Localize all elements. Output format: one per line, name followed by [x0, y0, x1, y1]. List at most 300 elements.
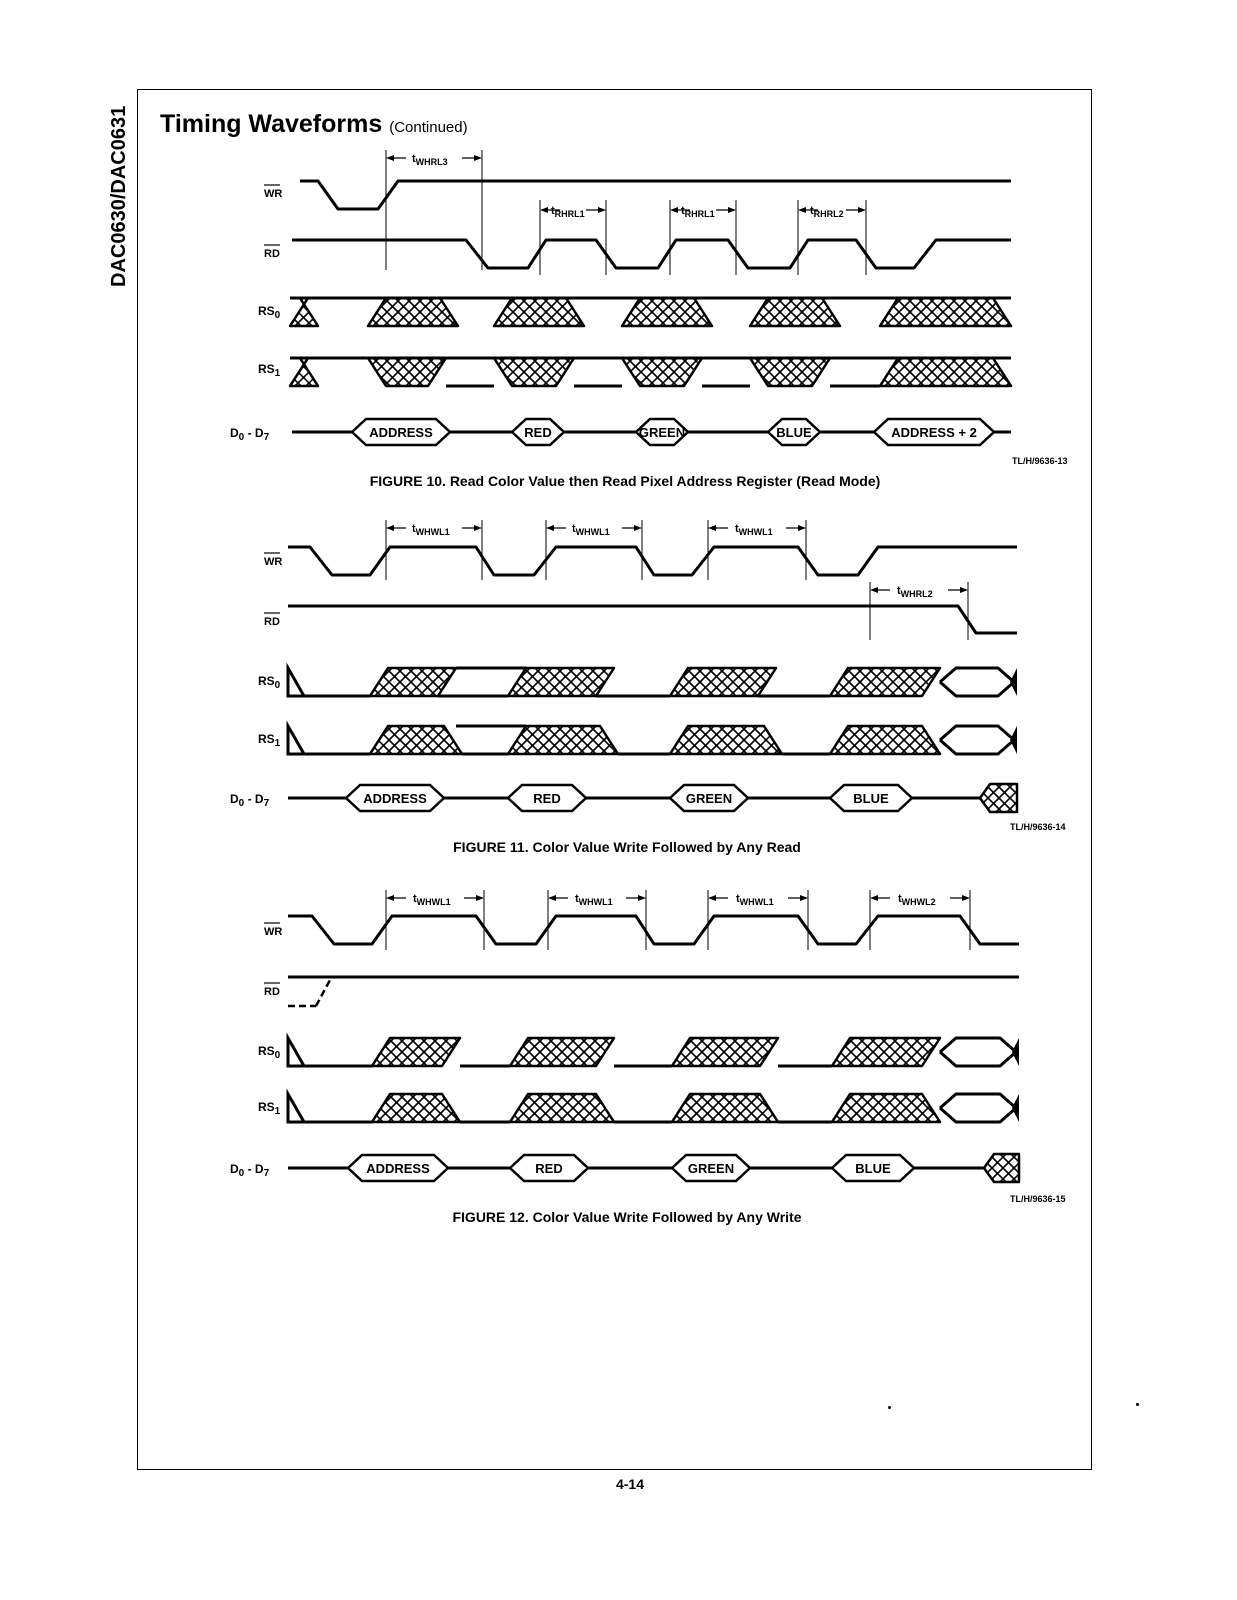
figure-10 — [230, 150, 1068, 489]
figure-caption: FIGURE 11. Color Value Write Followed by Any Read — [453, 839, 801, 855]
hatch — [342, 726, 370, 754]
hatch — [1017, 358, 1045, 386]
hatch — [466, 298, 494, 326]
timing-label-whwl1: $t_{WHWL1}$ — [575, 893, 613, 907]
arrowhead — [476, 895, 484, 901]
rs-transition — [342, 668, 502, 696]
hatch-lines — [480, 726, 673, 754]
hatch — [958, 1094, 986, 1122]
hatch — [737, 298, 765, 326]
hatch-lines — [344, 1038, 515, 1066]
hatch — [644, 1038, 672, 1066]
timing-whwl1 — [386, 890, 484, 950]
hatch — [482, 1038, 510, 1066]
hatch — [1028, 358, 1056, 386]
rs-transition — [480, 726, 673, 754]
signal-label-data: $D_0 - D_7$ — [230, 792, 270, 809]
hatch — [1018, 784, 1046, 812]
hatch — [813, 726, 841, 754]
hatch — [474, 726, 502, 754]
bus-value-address: ADDRESS — [369, 425, 433, 440]
hatch-lines — [644, 1038, 826, 1066]
rs-transition — [642, 668, 824, 696]
hatch — [461, 298, 489, 326]
hatch — [776, 1038, 804, 1066]
timing-rhrl2 — [798, 200, 866, 275]
arrowhead — [870, 587, 878, 593]
signal-label-wr: WR — [264, 926, 283, 938]
hatch-outline — [508, 726, 618, 754]
hatch — [854, 358, 882, 386]
arrowhead — [798, 525, 806, 531]
hatch — [821, 358, 849, 386]
hatch — [339, 298, 367, 326]
hatch — [843, 358, 871, 386]
rs-transition — [482, 1094, 664, 1122]
hatch — [466, 358, 494, 386]
hatch — [340, 358, 368, 386]
hatch — [609, 298, 637, 326]
arrowhead — [962, 895, 970, 901]
timing-label-whwl2: $t_{WHWL2}$ — [898, 893, 936, 907]
hatch — [722, 358, 750, 386]
rs-end — [940, 668, 1014, 696]
figure-ref: TL/H/9636-14 — [1010, 822, 1066, 832]
hatch — [491, 668, 519, 696]
hatch — [614, 1038, 642, 1066]
hatch — [587, 358, 615, 386]
hatch — [603, 1094, 631, 1122]
hatch — [317, 298, 345, 326]
hatch — [804, 1094, 832, 1122]
hatch — [487, 1038, 515, 1066]
hatch — [1028, 298, 1056, 326]
bus-value-address: ADDRESS — [363, 791, 427, 806]
side-title-text: DAC0630/DAC0631 — [108, 105, 130, 287]
hatch — [463, 726, 491, 754]
hatch — [625, 1038, 653, 1066]
hatch — [482, 1094, 510, 1122]
rs-transition — [594, 358, 754, 386]
hatch — [465, 1038, 493, 1066]
hatch — [644, 1094, 672, 1122]
hatch — [1039, 298, 1067, 326]
hatch — [1044, 1154, 1072, 1182]
rs-transition — [722, 358, 882, 386]
hatch — [461, 358, 489, 386]
hatch — [863, 298, 891, 326]
hatch — [1022, 1154, 1050, 1182]
hatch — [787, 1038, 815, 1066]
rs-transition — [594, 298, 765, 326]
hatch — [317, 358, 345, 386]
hatch-outline — [830, 668, 940, 696]
hatch — [852, 298, 880, 326]
hatch — [452, 726, 480, 754]
hatch-lines — [344, 1094, 515, 1122]
rs-end-cap — [1010, 726, 1017, 754]
arrowhead — [548, 895, 556, 901]
hatch — [609, 298, 637, 326]
hatch — [1040, 784, 1068, 812]
rs-transition — [644, 1094, 826, 1122]
hatch — [787, 1038, 815, 1066]
rs-end-cap — [1010, 668, 1017, 696]
hatch-lines — [804, 1094, 986, 1122]
hatch — [726, 358, 754, 386]
hatch-lines — [642, 726, 835, 754]
arrowhead — [386, 895, 394, 901]
hatch — [726, 298, 754, 326]
rs-transition — [802, 726, 995, 754]
hatch-outline — [494, 298, 584, 326]
hatch — [807, 726, 835, 754]
hatch — [480, 726, 508, 754]
hatch — [967, 668, 995, 696]
hatch — [1039, 298, 1067, 326]
hatch — [480, 726, 508, 754]
rs-transition — [466, 358, 626, 386]
bus-value-green: GREEN — [687, 1161, 735, 1176]
hatch — [642, 726, 670, 754]
rs-start — [288, 1094, 304, 1122]
bus-value-blue: BLUE — [776, 425, 812, 440]
hatch-lines — [852, 358, 1067, 386]
hatch — [655, 1038, 683, 1066]
hatch — [355, 1038, 383, 1066]
hatch — [342, 668, 370, 696]
hatch — [804, 1038, 832, 1066]
hatch-lines — [340, 358, 500, 386]
hatch-outline — [830, 726, 940, 754]
hatch — [491, 726, 519, 754]
hatch — [351, 358, 379, 386]
rd-trace — [292, 240, 1011, 268]
hatch — [463, 726, 491, 754]
hatch — [653, 726, 681, 754]
hatch — [1028, 298, 1056, 326]
hatch — [636, 1038, 664, 1066]
hatch — [614, 1038, 642, 1066]
signal-label-wr: WR — [264, 556, 283, 568]
hatch — [344, 1038, 372, 1066]
hatch — [317, 358, 345, 386]
hatch — [1006, 298, 1034, 326]
hatch — [351, 298, 379, 326]
timing-label-whwl1: $t_{WHWL1}$ — [572, 523, 610, 537]
hatch-lines — [644, 1094, 826, 1122]
hatch — [722, 358, 750, 386]
hatch — [636, 1094, 664, 1122]
hatch — [644, 1038, 672, 1066]
hatch — [726, 358, 754, 386]
rs-transition — [852, 298, 1067, 326]
figure-ref: TL/H/9636-15 — [1010, 1194, 1066, 1204]
hatch — [328, 298, 356, 326]
hatch — [776, 1038, 804, 1066]
hatch — [587, 298, 615, 326]
arrowhead — [798, 207, 806, 213]
arrowhead — [474, 525, 482, 531]
hatch — [328, 358, 356, 386]
timing-whwl2 — [870, 890, 970, 950]
hatch — [587, 358, 615, 386]
page-number: 4-14 — [615, 1476, 645, 1492]
signal-label-rd: RD — [264, 616, 280, 628]
arrowhead — [386, 155, 394, 161]
hatch — [565, 358, 593, 386]
rs-transition — [344, 1094, 515, 1122]
hatch-lines — [482, 1038, 664, 1066]
rs0-row — [262, 298, 1067, 326]
hatch — [485, 726, 513, 754]
hatch — [450, 358, 478, 386]
hatch — [645, 726, 673, 754]
timing-label-whwl1: $t_{WHWL1}$ — [412, 523, 450, 537]
hatch — [813, 668, 841, 696]
hatch — [802, 668, 830, 696]
hatch — [636, 1038, 664, 1066]
hatch — [798, 1094, 826, 1122]
rs-transition — [466, 298, 637, 326]
hatch — [956, 668, 984, 696]
hatch — [776, 1094, 804, 1122]
timing-label-rhrl1: $t_{RHRL1}$ — [681, 205, 715, 219]
data-bus — [292, 419, 1011, 445]
hatch-lines — [804, 1038, 986, 1066]
figure-caption: FIGURE 10. Read Color Value then Read Pixel Address Register (Read Mode) — [369, 473, 881, 489]
hatch — [958, 1094, 986, 1122]
hatch — [452, 668, 480, 696]
hatch — [482, 1038, 510, 1066]
wr-trace — [300, 181, 1011, 209]
signal-label-rd: RD — [264, 986, 280, 998]
hatch — [854, 298, 882, 326]
arrowhead — [728, 207, 736, 213]
rs-transition — [340, 298, 511, 326]
hatch-outline — [290, 298, 318, 326]
hatch — [644, 1094, 672, 1122]
rs-transition — [804, 1038, 986, 1066]
hatch — [623, 668, 651, 696]
hatch — [653, 668, 681, 696]
bus-value-red: RED — [524, 425, 552, 440]
hatch — [967, 726, 995, 754]
hatch-lines — [594, 298, 765, 326]
hatch — [802, 726, 830, 754]
hatch — [726, 298, 754, 326]
hatch — [476, 1038, 504, 1066]
hatch — [485, 726, 513, 754]
hatch — [340, 298, 368, 326]
hatch — [493, 1038, 521, 1066]
hatch — [715, 358, 743, 386]
hatch — [603, 1038, 631, 1066]
hatch — [476, 1094, 504, 1122]
hatch-lines — [852, 298, 1067, 326]
hatch — [1006, 358, 1034, 386]
hatch — [474, 668, 502, 696]
arrowhead — [540, 207, 548, 213]
arrowhead — [474, 155, 482, 161]
hatch — [1017, 298, 1045, 326]
hatch — [340, 358, 368, 386]
wr-trace — [288, 916, 1019, 944]
heading-subtitle: (Continued) — [389, 119, 468, 136]
hatch — [1039, 358, 1067, 386]
hatch — [339, 358, 367, 386]
arrowhead — [800, 895, 808, 901]
hatch — [480, 668, 508, 696]
hatch — [636, 1094, 664, 1122]
hatch — [785, 726, 813, 754]
rs-transition — [480, 668, 662, 696]
hatch — [854, 358, 882, 386]
hatch — [594, 358, 622, 386]
timing-label-whrl3: $t_{WHRL3}$ — [412, 153, 448, 167]
hatch — [476, 1038, 504, 1066]
hatch — [465, 1094, 493, 1122]
hatch — [598, 298, 626, 326]
hatch — [1018, 784, 1046, 812]
rs-transition — [344, 1038, 515, 1066]
hatch-outline — [368, 298, 458, 326]
rs-transition — [342, 726, 513, 754]
hatch — [737, 298, 765, 326]
bus-value-blue: BLUE — [853, 791, 889, 806]
figure-12 — [230, 890, 1072, 1225]
hatch — [1039, 358, 1067, 386]
wr-trace — [288, 547, 1017, 575]
rs-end — [940, 1094, 1016, 1122]
hatch — [925, 1038, 953, 1066]
hatch — [477, 358, 505, 386]
hatch — [461, 298, 489, 326]
hatch — [785, 668, 813, 696]
timing-label-rhrl1: $t_{RHRL1}$ — [551, 205, 585, 219]
hatch — [958, 1038, 986, 1066]
hatch — [634, 726, 662, 754]
hatch — [634, 668, 662, 696]
timing-label-rhrl2: $t_{RHRL2}$ — [810, 205, 844, 219]
signal-label-rd: RD — [264, 248, 280, 260]
hatch — [1006, 358, 1034, 386]
hatch — [634, 668, 662, 696]
hatch — [463, 668, 491, 696]
data-bus — [288, 785, 980, 811]
hatch — [353, 726, 381, 754]
hatch-lines — [802, 726, 995, 754]
arrowhead — [870, 895, 878, 901]
hatch — [480, 668, 508, 696]
timing-label-whwl1: $t_{WHWL1}$ — [413, 893, 451, 907]
hatch — [785, 668, 813, 696]
hatch — [843, 298, 871, 326]
hatch — [715, 358, 743, 386]
hatch — [1044, 1154, 1072, 1182]
hatch — [482, 1094, 510, 1122]
rs-end-cap — [1012, 1094, 1019, 1122]
arrowhead — [960, 587, 968, 593]
hatch — [452, 668, 480, 696]
hatch — [474, 726, 502, 754]
hatch — [852, 298, 880, 326]
rs-start — [288, 1038, 304, 1066]
figure-caption: FIGURE 12. Color Value Write Followed by Any Write — [452, 1209, 802, 1225]
hatch — [466, 358, 494, 386]
hatch — [815, 1038, 843, 1066]
hatch — [796, 668, 824, 696]
hatch — [774, 668, 802, 696]
stray-dot — [1136, 1403, 1139, 1406]
hatch-outline — [370, 726, 462, 754]
rs-end-cap — [1012, 1038, 1019, 1066]
hatch-lines — [342, 668, 502, 696]
rd-trace — [288, 606, 1017, 633]
arrowhead — [670, 207, 678, 213]
hatch — [854, 298, 882, 326]
hatch-outline — [290, 358, 318, 386]
hatch — [787, 1094, 815, 1122]
arrowhead — [598, 207, 606, 213]
hatch — [776, 1094, 804, 1122]
hatch — [344, 1094, 372, 1122]
hatch — [344, 1094, 372, 1122]
hatch — [715, 298, 743, 326]
hatch — [623, 668, 651, 696]
hatch — [722, 298, 750, 326]
rs1-row — [262, 358, 1067, 386]
hatch — [956, 726, 984, 754]
hatch — [733, 298, 761, 326]
hatch — [634, 726, 662, 754]
hatch — [339, 358, 367, 386]
rd-dashed-edge — [316, 980, 330, 1006]
arrowhead — [708, 525, 716, 531]
bus-value-blue: BLUE — [855, 1161, 891, 1176]
rs-transition — [852, 358, 1067, 386]
hatch — [605, 358, 633, 386]
hatch — [958, 1038, 986, 1066]
hatch — [843, 298, 871, 326]
hatch — [598, 358, 626, 386]
bus-value-address: ADDRESS — [366, 1161, 430, 1176]
hatch — [594, 358, 622, 386]
hatch — [1040, 784, 1068, 812]
hatch — [1028, 358, 1056, 386]
hatch-lines — [722, 358, 882, 386]
timing-rhrl1 — [670, 200, 736, 275]
hatch-lines — [802, 668, 995, 696]
hatch — [1033, 1154, 1061, 1182]
signal-label-data: $D_0 - D_7$ — [230, 426, 270, 443]
hatch — [1022, 1154, 1050, 1182]
timing-label-whrl2: $t_{WHRL2}$ — [897, 585, 933, 599]
hatch — [623, 726, 651, 754]
hatch — [576, 358, 604, 386]
hatch — [804, 1094, 832, 1122]
hatch — [967, 726, 995, 754]
timing-whwl1 — [708, 890, 808, 950]
timing-whrl2 — [870, 582, 968, 640]
rs-start — [288, 726, 304, 754]
rs-transition — [802, 668, 995, 696]
hatch — [450, 358, 478, 386]
rs1-row — [288, 726, 1017, 754]
hatch — [461, 358, 489, 386]
hatch — [956, 668, 984, 696]
figure-ref: TL/H/9636-13 — [1012, 456, 1068, 466]
